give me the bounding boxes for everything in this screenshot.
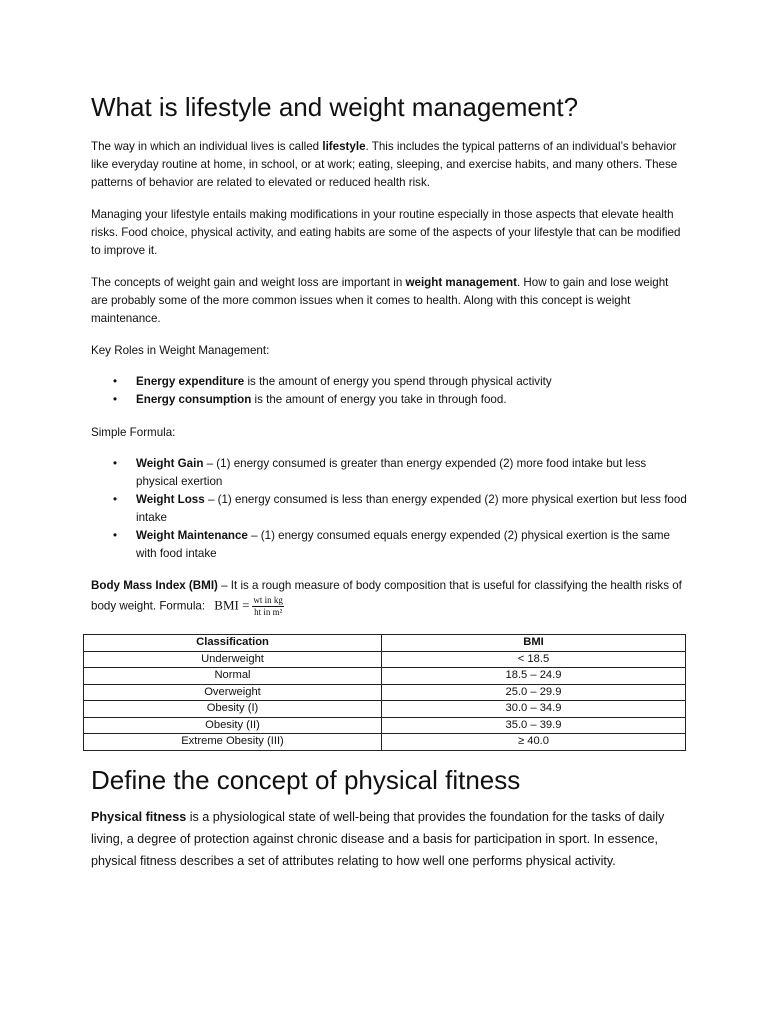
text: – (1) energy consumed is greater than energy expended (2) more food intake but less physical exertion [136, 457, 647, 488]
bold-term: Body Mass Index (BMI) [91, 579, 218, 592]
cell-bmi: 18.5 – 24.9 [382, 668, 686, 685]
bold-term: Energy expenditure [136, 375, 245, 388]
bold-term: Weight Loss [136, 493, 205, 506]
table-header-row [84, 635, 686, 652]
bmi-formula [214, 595, 284, 618]
bullet-icon: • [113, 375, 118, 388]
paragraph-weight-management [91, 274, 687, 328]
cell-classification: Obesity (II) [84, 717, 382, 734]
cell-classification: Obesity (I) [84, 701, 382, 718]
paragraph-lifestyle-definition [91, 138, 687, 192]
text: The concepts of weight gain and weight loss are important in [91, 276, 406, 289]
section-title-physical-fitness: Define the concept of physical fitness [91, 765, 521, 795]
cell-classification: Underweight [84, 651, 382, 668]
text: – It is a rough measure of body composition that is useful for classifying the health risks of body weight. Formula: [91, 579, 682, 613]
cell-classification: Overweight [84, 684, 382, 701]
paragraph-managing-lifestyle: Managing your lifestyle entails making modifications in your routine especially in those aspects that elevate health risks. Food choice, physical activity, and eating habits are some of the aspects of your lifestyle that can be modified to improve it. [91, 208, 681, 257]
simple-formula-heading: Simple Formula: [91, 426, 176, 439]
paragraph-bmi [91, 577, 687, 618]
list-item [91, 455, 687, 491]
bullet-icon: • [113, 457, 118, 470]
bullet-icon: • [113, 493, 118, 506]
header-bmi: BMI [382, 635, 686, 652]
key-roles-heading: Key Roles in Weight Management: [91, 344, 270, 357]
text: is a physiological state of well-being that provides the foundation for the tasks of daily living, a degree of protection against chronic disease and a basis for participation in sport. In essence, physical fitness describes a set of attributes relating to how well one performs physical activity. [91, 810, 665, 868]
list-item [91, 373, 687, 391]
text: is the amount of energy you spend through physical activity [244, 375, 552, 388]
bold-term: weight management [405, 276, 517, 289]
header-classification: Classification [84, 635, 382, 652]
bold-term: lifestyle [322, 140, 366, 153]
bold-term: Physical fitness [91, 810, 187, 824]
list-item [91, 527, 687, 563]
cell-classification: Extreme Obesity (III) [84, 734, 382, 751]
cell-classification: Normal [84, 668, 382, 685]
table-row [84, 668, 686, 685]
text: The way in which an individual lives is called [91, 140, 323, 153]
formula-numerator: wt in kg [253, 595, 283, 605]
section-title-lifestyle: What is lifestyle and weight management? [91, 92, 579, 122]
formula-lhs: BMI = [214, 597, 250, 613]
bmi-table [83, 634, 686, 751]
table-row [84, 734, 686, 751]
key-roles-list [91, 373, 687, 409]
bullet-icon: • [113, 529, 118, 542]
cell-bmi: ≥ 40.0 [382, 734, 686, 751]
paragraph-physical-fitness [91, 806, 687, 872]
text: . This includes the typical patterns of an individual’s behavior like everyday routine at home, in school, or at work; eating, sleeping, and exercise habits, and many others. These patterns of behavior are related to elevated or reduced health risk. [91, 140, 678, 189]
cell-bmi: 35.0 – 39.9 [382, 717, 686, 734]
text: – (1) energy consumed is less than energy expended (2) more physical exertion but less food intake [136, 493, 687, 524]
bold-term: Energy consumption [136, 393, 252, 406]
formula-denominator: ht in m² [254, 607, 283, 617]
cell-bmi: 30.0 – 34.9 [382, 701, 686, 718]
table-row [84, 717, 686, 734]
formula-fraction [252, 595, 284, 618]
text: . How to gain and lose weight are probably some of the more common issues when it comes to health. Along with this concept is weight maintenance. [91, 276, 669, 325]
table-row [84, 651, 686, 668]
table-row [84, 684, 686, 701]
cell-bmi: < 18.5 [382, 651, 686, 668]
bold-term: Weight Maintenance [136, 529, 248, 542]
table-row [84, 701, 686, 718]
simple-formula-list [91, 455, 687, 563]
list-item [91, 391, 687, 409]
cell-bmi: 25.0 – 29.9 [382, 684, 686, 701]
bullet-icon: • [113, 393, 118, 406]
list-item [91, 491, 687, 527]
text: is the amount of energy you take in through food. [251, 393, 507, 406]
bold-term: Weight Gain [136, 457, 204, 470]
text: – (1) energy consumed equals energy expended (2) physical exertion is the same with food intake [136, 529, 670, 560]
